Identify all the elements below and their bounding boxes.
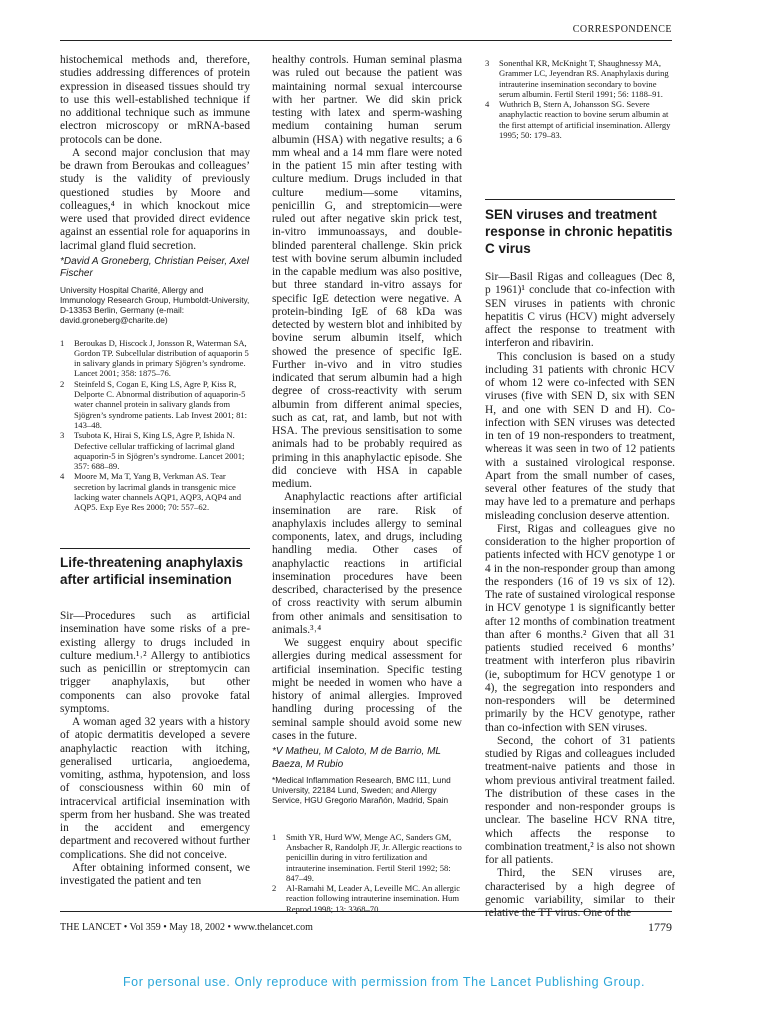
page-number: 1779 [648, 920, 672, 934]
author-affiliation: *Medical Inflammation Research, BMC I11, Lund University, 22184 Lund, Sweden; and Allergy Service, HGU Gregorio Marañón, Madrid, Spain [272, 775, 451, 806]
copyright-notice: For personal use. Only reproduce with permission from The Lancet Publishing Group. [122, 975, 646, 989]
body-paragraph: A second major conclusion that may be drawn from Beroukas and colleagues’ study is the validity of previously questioned studies by Moore and colleagues,⁴ in which knockout mice were used that provided direct evidence against an essential role for aquaporins in lacrimal gland fluid secretion. [60, 146, 250, 252]
page-footer [60, 911, 672, 934]
article-anaphylaxis [60, 548, 250, 888]
journal-info: THE LANCET • Vol 359 • May 18, 2002 • www.thelancet.com [60, 922, 313, 933]
body-paragraph: healthy controls. Human seminal plasma was ruled out because the patient was maintaining normal sexual intercourse with her partner. We did skin prick testing with latex and sperm-washing medium containing human serum albumin (HSA) with negative results; a 6 mm wheal and a 14 mm flare were noted in the patient 15 min after testing with culture medium. Drugs included in that culture medium—some vitamins, penicillin G, and streptomicin—were ruled out after negative skin prick test, in-vitro immunoassays, and double-blinded parenteral challenge. Skin prick test with bovine serum albumin included in the capable medium was also positive, but three standard in-vitro assays for specific IgE detection were negative. A protein-binding IgE of 68 kDa was detected by western blot and inhibited by bovine serum albumin itself, which showed the presence of specific IgE. Further in-vivo and in vitro studies indicated that serum albumin had a high degree of cross-reactivity with serum albumin from different animal species, such as cat, rat, and lamb, but not with HSA. The previous sensitisation to some animals had to be probably required as priming in this anaphylactic episode. She did concieve with HSA in capable medium. [272, 54, 462, 490]
reference-list [485, 58, 675, 140]
article-title: Life-threatening anaphylaxis after artificial insemination [60, 555, 244, 587]
reference-item: 2 Steinfeld S, Cogan E, King LS, Agre P, Kiss R, Delporte C. Abnormal distribution of aquaporin-5 water channel protein in salivary glands from Sjögren’s syndrome patients. Lab Invest 2001; 81: 143–48. [60, 378, 248, 430]
reference-item: 4 Wuthrich B, Stern A, Johansson SG. Severe anaphylactic reaction to bovine serum albumin at the first attempt of artificial insemination. Allergy 1995; 50: 179–83. [485, 99, 671, 141]
reference-item: 1 Smith YR, Hurd WW, Menge AC, Sanders GM, Ansbacher R, Randolph JF, Jr. Allergic reactions to penicillin during in vitro fertilization and intrauterine insemination. Fertil Steril 1992; 58: 847–49. [272, 831, 462, 883]
body-paragraph: Third, the SEN viruses are, characterised by a high degree of genomic variability, similar to their relative the TT virus. One of the [485, 867, 675, 919]
article-sen-viruses [485, 199, 675, 920]
body-paragraph: Sir—Basil Rigas and colleagues (Dec 8, p 1961)¹ conclude that co-infection with SEN viruses in patients with chronic hepatitis C virus (HCV) might adversely affect the response to treatment with interferon and ribavirin. [485, 271, 675, 350]
column-3 [485, 58, 675, 140]
author-list: *V Matheu, M Caloto, M de Barrio, ML Baeza, M Rubio [272, 746, 441, 770]
reference-item: 3 Sonenthal KR, McKnight T, Shaughnessy MA, Grammer LC, Jeyendran RS. Anaphylaxis during intrauterine insemination secondary to bovine serum albumin. Fertil Steril 1991; 56: 1188–91. [485, 58, 669, 99]
author-affiliation: University Hospital Charité, Allergy and Immunology Research Group, Humboldt-University, D-13353 Berlin, Germany (e-mail: david.groneberg@charite.de) [60, 284, 250, 326]
body-paragraph: After obtaining informed consent, we investigated the patient and ten [60, 861, 250, 887]
article-title: SEN viruses and treatment response in chronic hepatitis C virus [485, 207, 673, 256]
page-header [60, 22, 672, 41]
body-paragraph: Second, the cohort of 31 patients studied by Rigas and colleagues included treatment-naive patients and those in whom previous antiviral treatment failed. The distribution of these cases in the responder and non-responder groups is unclear. The baseline HCV RNA titre, which affects the response to combination treatment,² is also not shown for all patients. [485, 734, 675, 866]
body-paragraph: This conclusion is based on a study including 31 patients with chronic HCV of whom 12 were co-infected with SEN viruses (five with SEN D, six with SEN H, and one with SEN D and H). Co-infection with SEN viruses was detected in ten of 19 non-responders to treatment, whereas it was seen in two of 12 patients with a sustained virological response. Apart from the small number of cases, several other features of the study that may have led to a premature and perhaps misleading conclusion deserve attention. [485, 350, 675, 522]
body-paragraph: A woman aged 32 years with a history of atopic dermatitis developed a severe anaphylactic reaction with itching, generalised urticaria, angioedema, vomiting, asthma, hypotension, and loss of consciousness within 60 min of intracervical artificial insemination with sperm from her husband. She was treated in the accident and emergency department and recovered without further complications. She did not conceive. [60, 716, 250, 861]
body-paragraph: Sir—Procedures such as artificial insemination have some risks of a pre-existing allergy to drugs included in culture medium.¹˒² Allergy to antibiotics such as penicillin or streptomycin can trigger anaphylaxis, but other components can also provoke fatal symptoms. [60, 610, 250, 715]
body-paragraph: First, Rigas and colleagues give no consideration to the higher proportion of patients infected with HCV genotype 1 or 4 in the non-responder group than among the responders (16 of 19 vs six of 12). The rate of sustained virological response in HCV genotype 1 is significantly better after 12 months of combination treatment than after 6 months.² Given that all 31 patients studied received 6 months’ treatment with interferon plus ribavirin (ie, suboptimum for HCV genotype 1 or 4), the segregation into responders and non-responders will be determined primarily by the HCV genotype, rather than co-infection with SEN viruses. [485, 522, 675, 734]
reference-list [60, 338, 250, 513]
reference-list [272, 832, 462, 914]
reference-item: 3 Tsubota K, Hirai S, King LS, Agre P, Ishida N. Defective cellular trafficking of lacrimal gland aquaporin-5 in Sjögren’s syndrome. Lancet 2001; 357: 688–89. [60, 430, 245, 472]
body-paragraph: Anaphylactic reactions after artificial insemination are rare. Risk of anaphylaxis includes allergy to seminal components, latex, and drugs, including handling media. Other cases of anaphylactic reactions in artificial insemination procedures have been described, characterised by the presence of cross reactivity with serum albumin from other animals and sensitisation to animals.³˒⁴ [272, 491, 462, 636]
reference-item: 2 Al-Ramahi M, Leader A, Leveille MC. An allergic reaction following intrauterine insemination. Hum Reprod 1998; 13: 3368–70. [272, 883, 461, 914]
reference-item: 1 Beroukas D, Hiscock J, Jonsson R, Waterman SA, Gordon TP. Subcellular distribution of aquaporin 5 in salivary glands in primary Sjögren’s syndrome. Lancet 2001; 358: 1875–76. [60, 337, 249, 379]
column-2 [272, 54, 462, 914]
section-label: CORRESPONDENCE [572, 24, 672, 35]
author-list: *David A Groneberg, Christian Peiser, Axel Fischer [60, 255, 249, 280]
body-paragraph: We suggest enquiry about specific allergies during medical assessment for artificial insemination. Specific testing might be needed in women who have a history of animal allergies. Improved handling during processing of the seminal sample should avoid some new cases in the future. [272, 637, 462, 742]
body-paragraph: histochemical methods and, therefore, studies addressing differences of protein expression in diseased tissues should try to use this well-established technique if no additional technique such as immune electron microscopy or mRNA-based protocols can be done. [60, 54, 250, 146]
column-1 [60, 54, 250, 513]
reference-item: 4 Moore M, Ma T, Yang B, Verkman AS. Tear secretion by lacrimal glands in transgenic mice lacking water channels AQP1, AQP3, AQP4 and AQP5. Exp Eye Res 2000; 70: 557–62. [60, 471, 242, 513]
